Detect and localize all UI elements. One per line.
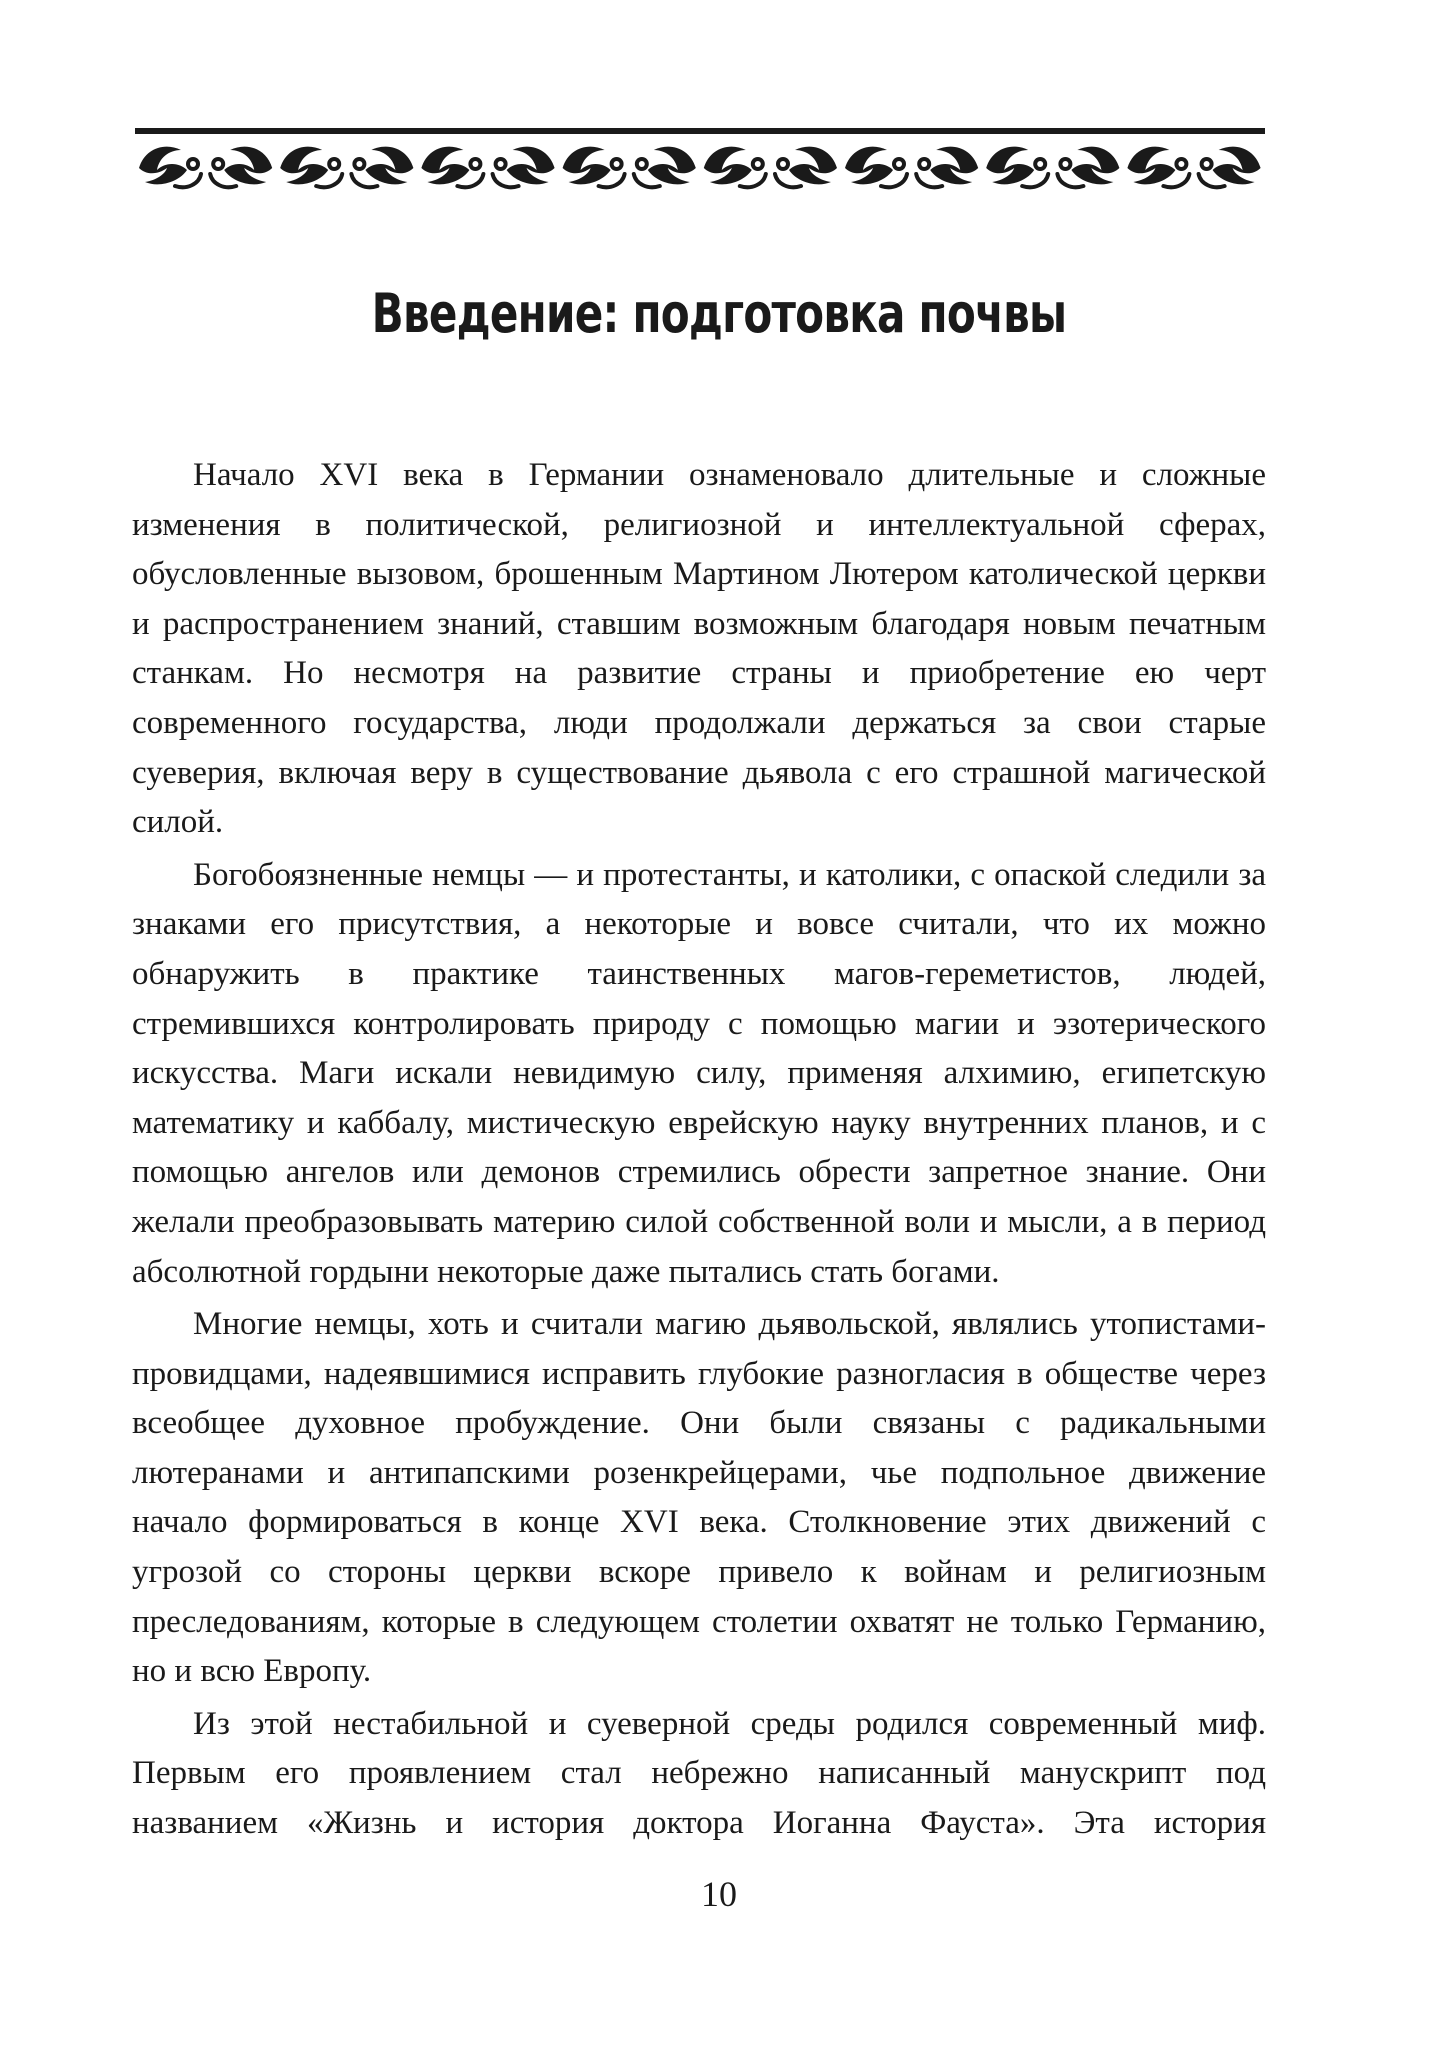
- page-number: 10: [701, 1874, 737, 1914]
- ornament-motif: [421, 147, 483, 188]
- ornament-motif: [280, 147, 342, 188]
- paragraph-2: Богобоязненные немцы — и протестанты, и католики, с опаской следили за знаками его присутствия, а некоторые и вовсе считали, что их можно обнаружить в практике таинственных магов-гереметистов, людей, стремившихся контролировать природу с помощью магии и эзотерического искусства. Маги искали невидимую силу, применяя алхимию, египетскую математику и каббалу, мистическую еврейскую науку внутренних планов, и с помощью ангелов или демонов стремились обрести запретное знание. Они желали преобразовывать материю силой собственной воли и мысли, а в период абсолютной гордыни некоторые даже пытались стать богами.: [132, 856, 1266, 1290]
- ornament-motif: [845, 147, 907, 188]
- ornament-motif: [493, 147, 555, 188]
- paragraph-1: Начало XVI века в Германии ознаменовало длительные и сложные изменения в политической, религиозной и интеллектуальной сферах, обусловленные вызовом, брошенным Мартином Лютером католической церкви и распространением знаний, ставшим возможным благодаря новым печатным станкам. Но несмотря на развитие страны и приобретение ею черт современного государства, люди продолжали держаться за свои старые суеверия, включая веру в существование дьявола с его страшной магической силой.: [132, 457, 1266, 841]
- body-text: [132, 451, 1266, 1849]
- paragraph-4: Из этой нестабильной и суеверной среды родился современный миф. Первым его проявлением стал небрежно написанный манускрипт под названием «Жизнь и история доктора Иоганна Фауста». Эта история: [132, 1705, 1266, 1842]
- decorative-border-ornament: [135, 128, 1265, 194]
- ornament-motif: [634, 147, 696, 188]
- paragraph-3: Многие немцы, хоть и считали магию дьявольской, являлись утопистами-провидцами, надеявшимися исправить глубокие разногласия в обществе через всеобщее духовное пробуждение. Они были связаны с радикальными лютеранами и антипапскими розенкрейцерами, чье подпольное движение начало формироваться в конце XVI века. Столкновение этих движений с угрозой со стороны церкви вскоре привело к войнам и религиозным преследованиям, которые в следующем столетии охватят не только Германию, но и всю Европу.: [132, 1306, 1266, 1690]
- ornament-motif: [351, 147, 413, 188]
- ornament-motif: [1057, 147, 1119, 188]
- ornament-motif: [210, 147, 272, 188]
- ornament-motif: [1127, 147, 1189, 188]
- ornament-motif: [986, 147, 1048, 188]
- chapter-title: Введение: подготовка почвы: [371, 282, 1067, 345]
- ornament-motif: [916, 147, 978, 188]
- ornament-motif: [775, 147, 837, 188]
- ornament-motif: [704, 147, 766, 188]
- ornament-motif: [563, 147, 625, 188]
- ornament-motif: [139, 147, 201, 188]
- ornament-motif: [1199, 147, 1261, 188]
